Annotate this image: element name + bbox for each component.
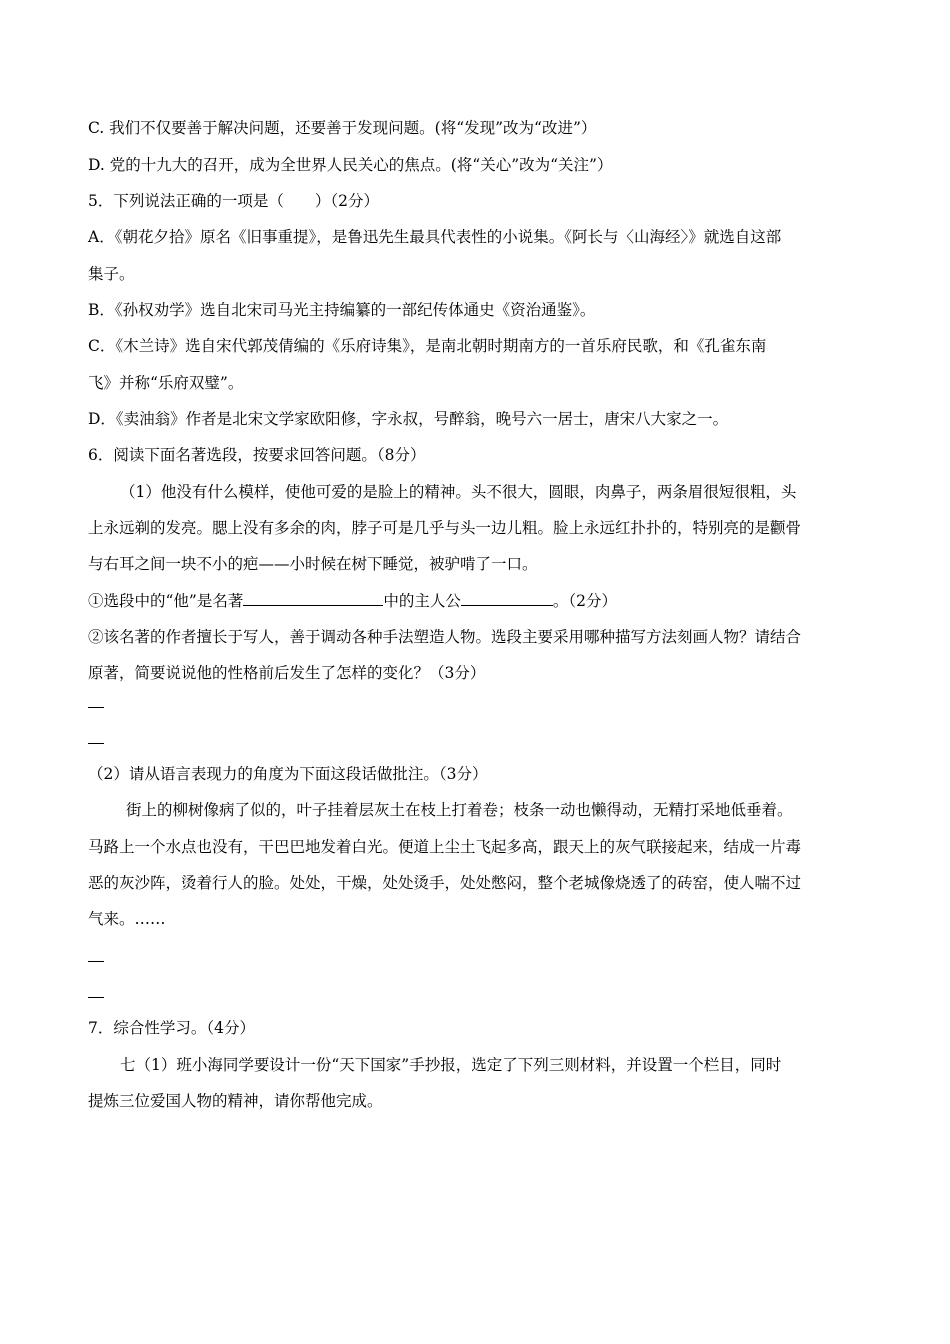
question-6-1-b-line2: 原著，简要说说他的性格前后发生了怎样的变化？（3分）: [88, 664, 486, 682]
question-6-1-a: [88, 589, 617, 611]
question-6-1-a-middle: 中的主人公: [383, 592, 461, 610]
question-6-1-a-prefix: ①选段中的“他”是名著: [88, 592, 244, 610]
excerpt-2-line3: 恶的灰沙阵，烫着行人的脸。处处，干燥，处处烫手，处处憋闷，整个老城像烧透了的砖窑，使人喘不过: [88, 874, 802, 892]
excerpt-1-line3: 与右耳之间一块不小的疤——小时候在树下睡觉，被驴啃了一口。: [88, 555, 538, 573]
option-5c-line1: C．《木兰诗》选自宋代郭茂倩编的《乐府诗集》，是南北朝时期南方的一首乐府民歌，和《孔雀东南: [88, 337, 767, 355]
question-6: 6．阅读下面名著选段，按要求回答问题。（8分）: [88, 446, 426, 464]
answer-line-3[interactable]: [88, 961, 104, 962]
protagonist-blank[interactable]: [461, 590, 553, 606]
excerpt-1-line2: 上永远剃的发亮。腮上没有多余的肉，脖子可是几乎与头一边儿粗。脸上永远红扑扑的，特别亮的是颧骨: [88, 519, 802, 537]
option-5c-line2: 飞》并称“乐府双璧”。: [88, 374, 244, 392]
option-5b: B．《孙权劝学》选自北宋司马光主持编纂的一部纪传体通史《资治通鉴》。: [88, 301, 596, 319]
answer-line-1[interactable]: [88, 707, 104, 708]
answer-line-4[interactable]: [88, 997, 104, 998]
question-6-1-a-suffix: 。（2分）: [552, 592, 617, 610]
question-7-line2: 提炼三位爱国人物的精神，请你帮他完成。: [88, 1092, 383, 1110]
option-4d: D. 党的十九大的召开，成为全世界人民关心的焦点。(将“关心”改为“关注”）: [88, 156, 613, 174]
option-5a-line1: A．《朝花夕拾》原名《旧事重提》，是鲁迅先生最具代表性的小说集。《阿长与〈山海经〉》就选自这部: [88, 228, 782, 246]
question-6-1-b-line1: ②该名著的作者擅长于写人，善于调动各种手法塑造人物。选段主要采用哪种描写方法刻画人物？请结合: [88, 628, 802, 646]
question-7-line1: 七（1）班小海同学要设计一份“天下国家”手抄报，选定了下列三则材料，并设置一个栏目，同时: [120, 1056, 782, 1074]
option-5a-line2: 集子。: [88, 265, 135, 283]
book-title-blank[interactable]: [243, 590, 383, 606]
excerpt-2-line1: 街上的柳树像病了似的，叶子挂着层灰土在枝上打着卷；枝条一动也懒得动，无精打采地低垂着。: [126, 801, 793, 819]
excerpt-2-line4: 气来。……: [88, 910, 166, 928]
question-6-2: （2）请从语言表现力的角度为下面这段话做批注。（3分）: [88, 765, 488, 783]
answer-line-2[interactable]: [88, 743, 104, 744]
option-5d: D．《卖油翁》作者是北宋文学家欧阳修，字永叔，号醉翁，晚号六一居士，唐宋八大家之一。: [88, 410, 729, 428]
question-7: 7．综合性学习。（4分）: [88, 1019, 255, 1037]
excerpt-1-line1: （1）他没有什么模样，使他可爱的是脸上的精神。头不很大，圆眼，肉鼻子，两条眉很短很粗，头: [120, 483, 797, 501]
option-4c: C. 我们不仅要善于解决问题，还要善于发现问题。(将“发现”改为“改进”）: [88, 119, 597, 137]
excerpt-2-line2: 马路上一个水点也没有，干巴巴地发着白光。便道上尘土飞起多高，跟天上的灰气联接起来，结成一片毒: [88, 838, 802, 856]
question-5: 5．下列说法正确的一项是（ ）（2分）: [88, 192, 379, 210]
